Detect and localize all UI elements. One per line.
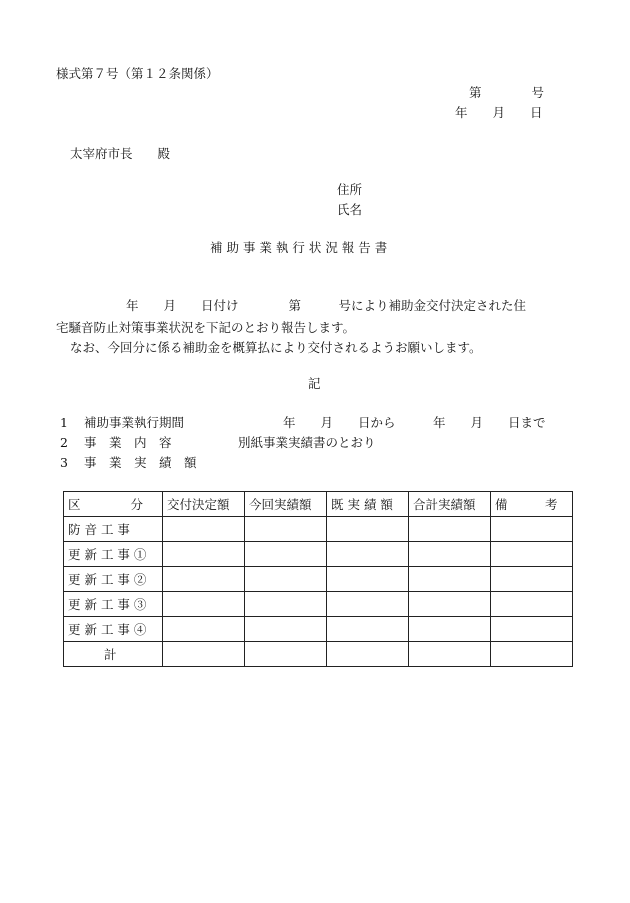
form-number: 様式第７号（第１２条関係） [56,66,219,81]
row-label: 更 新 工 事 ① [64,542,163,567]
cell [163,517,245,542]
cell [409,542,491,567]
item-1-num: 1 [60,415,68,430]
document-title: 補 助 事 業 執 行 状 況 報 告 書 [210,240,388,255]
row-label-total: 計 [64,642,163,667]
cell [327,592,409,617]
addressee: 太宰府市長 殿 [70,146,171,161]
cell [409,592,491,617]
header-gokei: 合計実績額 [409,492,491,517]
row-label: 更 新 工 事 ② [64,567,163,592]
cell [163,617,245,642]
document-date: 年 月 日 [455,105,543,120]
table-row [64,517,573,542]
cell [491,642,573,667]
cell [163,642,245,667]
cell [245,567,327,592]
table-row [64,592,573,617]
cell [491,567,573,592]
cell [163,542,245,567]
cell [327,642,409,667]
item-2-num: 2 [60,435,68,450]
cell [491,517,573,542]
performance-table [63,491,573,667]
name-label: 氏名 [337,202,363,217]
cell [491,542,573,567]
cell [327,517,409,542]
header-kubun: 区 分 [64,492,163,517]
item-3-num: 3 [60,455,68,470]
ki-heading: 記 [308,376,321,391]
cell [491,617,573,642]
item-3-label: 事 業 実 績 額 [84,455,197,470]
cell [327,542,409,567]
cell [245,517,327,542]
header-kofu: 交付決定額 [163,492,245,517]
header-konkai: 今回実績額 [245,492,327,517]
row-label: 更 新 工 事 ③ [64,592,163,617]
item-1-value: 年 月 日から 年 月 日まで [283,415,546,430]
cell [409,517,491,542]
table-row [64,617,573,642]
cell [409,567,491,592]
item-2-value: 別紙事業実績書のとおり [238,435,376,450]
body-line-1: 年 月 日付け 第 号により補助金交付決定された住 [126,298,527,313]
table-row [64,567,573,592]
cell [409,642,491,667]
header-biko: 備 考 [491,492,573,517]
row-label: 更 新 工 事 ④ [64,617,163,642]
item-1-label: 補助事業執行期間 [84,415,185,430]
address-label: 住所 [337,182,363,197]
cell [163,567,245,592]
item-2-label: 事 業 内 容 [84,435,172,450]
header-kiji: 既 実 績 額 [327,492,409,517]
table-header-row [64,492,573,517]
row-label: 防 音 工 事 [64,517,163,542]
cell [491,592,573,617]
cell [245,592,327,617]
cell [409,617,491,642]
cell [245,642,327,667]
cell [327,617,409,642]
cell [163,592,245,617]
table-row [64,542,573,567]
table-row [64,642,573,667]
cell [245,617,327,642]
document-number: 第 号 [469,85,545,100]
body-line-2: 宅騒音防止対策事業状況を下記のとおり報告します。 [56,320,356,335]
body-line-3: なお、今回分に係る補助金を概算払により交付されるようお願いします。 [70,340,482,355]
cell [245,542,327,567]
cell [327,567,409,592]
